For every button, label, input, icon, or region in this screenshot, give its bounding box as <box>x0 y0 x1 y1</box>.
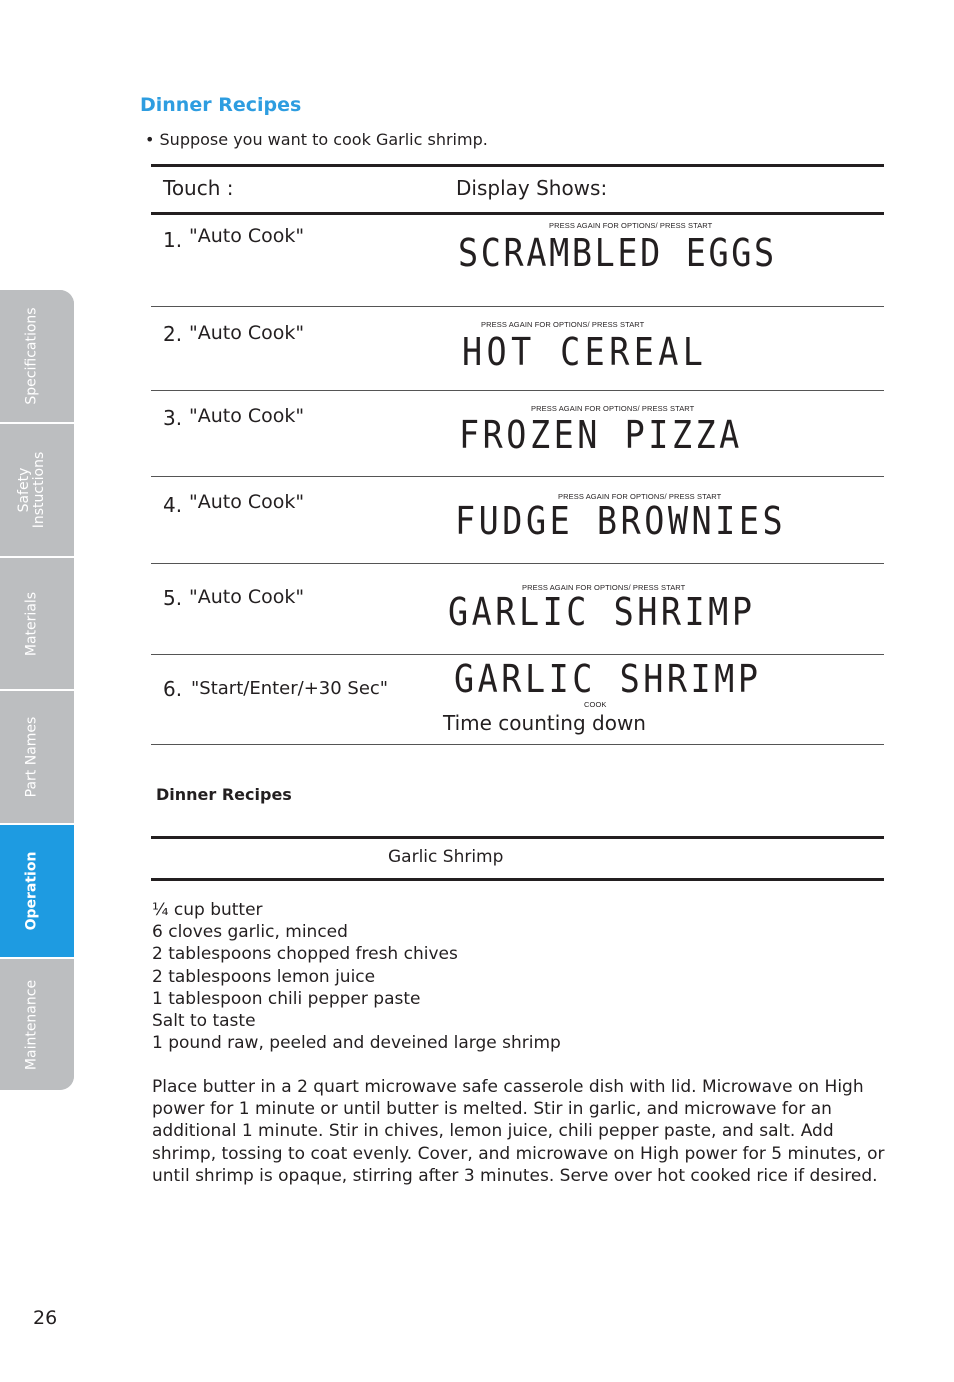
recipe-subtitle: Dinner Recipes <box>156 785 292 804</box>
col-header-touch: Touch : <box>163 176 234 200</box>
step-3-lcd-display: FROZEN PIZZA <box>459 413 743 457</box>
section-tabs <box>0 290 74 1090</box>
tab-safety-instructions-label <box>17 452 47 528</box>
step-6-lcd-display: GARLIC SHRIMP <box>454 657 762 701</box>
step-5-number: 5. <box>163 586 183 610</box>
tab-safety-line1: Safety <box>16 467 32 513</box>
row-divider <box>151 563 884 564</box>
step-1-lcd-display: SCRAMBLED EGGS <box>458 231 777 275</box>
tab-safety-instructions[interactable] <box>0 424 74 558</box>
step-4-lcd-note: PRESS AGAIN FOR OPTIONS/ PRESS START <box>558 492 722 501</box>
step-5-lcd-note: PRESS AGAIN FOR OPTIONS/ PRESS START <box>522 583 686 592</box>
step-5-touch: "Auto Cook" <box>189 586 305 608</box>
step-1-lcd-note: PRESS AGAIN FOR OPTIONS/ PRESS START <box>549 221 713 230</box>
step-6-caption: Time counting down <box>443 711 646 735</box>
table-bottom-rule <box>151 744 884 745</box>
tab-specifications[interactable] <box>0 290 74 424</box>
step-2-lcd-note: PRESS AGAIN FOR OPTIONS/ PRESS START <box>481 320 645 329</box>
ingredient-item: Salt to taste <box>152 1011 256 1032</box>
col-header-display: Display Shows: <box>456 176 608 200</box>
step-2-touch: "Auto Cook" <box>189 322 305 344</box>
step-6-touch: "Start/Enter/+30 Sec" <box>191 678 389 699</box>
step-4-lcd-display: FUDGE BROWNIES <box>455 499 787 543</box>
page-number: 26 <box>33 1307 58 1329</box>
step-4-number: 4. <box>163 493 183 517</box>
step-6-number: 6. <box>163 677 183 701</box>
step-1-number: 1. <box>163 228 183 252</box>
step-1-touch: "Auto Cook" <box>189 225 305 247</box>
tab-part-names-label: Part Names <box>23 716 40 798</box>
tab-maintenance-label: Maintenance <box>23 979 40 1070</box>
tab-materials[interactable] <box>0 558 74 691</box>
section-title: Dinner Recipes <box>140 94 302 116</box>
table-top-rule <box>151 164 884 167</box>
step-5-lcd-display: GARLIC SHRIMP <box>448 590 756 634</box>
ingredient-item: 1 pound raw, peeled and deveined large shrimp <box>152 1033 561 1054</box>
tab-materials-label: Materials <box>23 591 40 656</box>
tab-part-names[interactable] <box>0 691 74 825</box>
row-divider <box>151 654 884 655</box>
intro-text: • Suppose you want to cook Garlic shrimp. <box>145 130 488 149</box>
ingredient-item: ¼ cup butter <box>152 900 263 920</box>
step-3-touch: "Auto Cook" <box>189 405 305 427</box>
recipe-name: Garlic Shrimp <box>388 847 504 867</box>
ingredients-list <box>152 899 561 1054</box>
tab-operation[interactable] <box>0 825 74 959</box>
ingredient-item: 6 cloves garlic, minced <box>152 922 348 943</box>
tab-specifications-label: Specifications <box>23 307 40 405</box>
tab-operation-label: Operation <box>23 851 40 931</box>
recipe-directions: Place butter in a 2 quart microwave safe casserole dish with lid. Microwave on High power for 1 minute or until butter is melted. Stir in garlic, and microwave for an additional 1 minute. Stir in chives, lemon juice, chili pepper paste, and salt. Add shrimp, tossing to coat evenly. Cover, and microwave on High power for 5 minutes, or until shrimp is opaque, stirring after 3 minutes. Serve over hot cooked rice if desired. <box>152 1077 885 1186</box>
step-4-touch: "Auto Cook" <box>189 491 305 513</box>
step-6-lcd-note: COOK <box>584 700 607 709</box>
ingredient-item: 1 tablespoon chili pepper paste <box>152 988 421 1009</box>
step-3-lcd-note: PRESS AGAIN FOR OPTIONS/ PRESS START <box>531 404 695 413</box>
row-divider <box>151 306 884 307</box>
tab-maintenance[interactable] <box>0 959 74 1090</box>
recipe-top-rule <box>151 836 884 839</box>
row-divider <box>151 390 884 391</box>
ingredient-item: 2 tablespoons chopped fresh chives <box>152 944 458 965</box>
step-2-lcd-display: HOT CEREAL <box>462 330 708 374</box>
tab-safety-line2: Instuctions <box>31 451 47 529</box>
row-divider <box>151 476 884 477</box>
step-2-number: 2. <box>163 322 183 346</box>
table-header-rule <box>151 212 884 215</box>
recipe-bottom-rule <box>151 878 884 881</box>
ingredient-item: 2 tablespoons lemon juice <box>152 966 376 987</box>
step-3-number: 3. <box>163 406 183 430</box>
